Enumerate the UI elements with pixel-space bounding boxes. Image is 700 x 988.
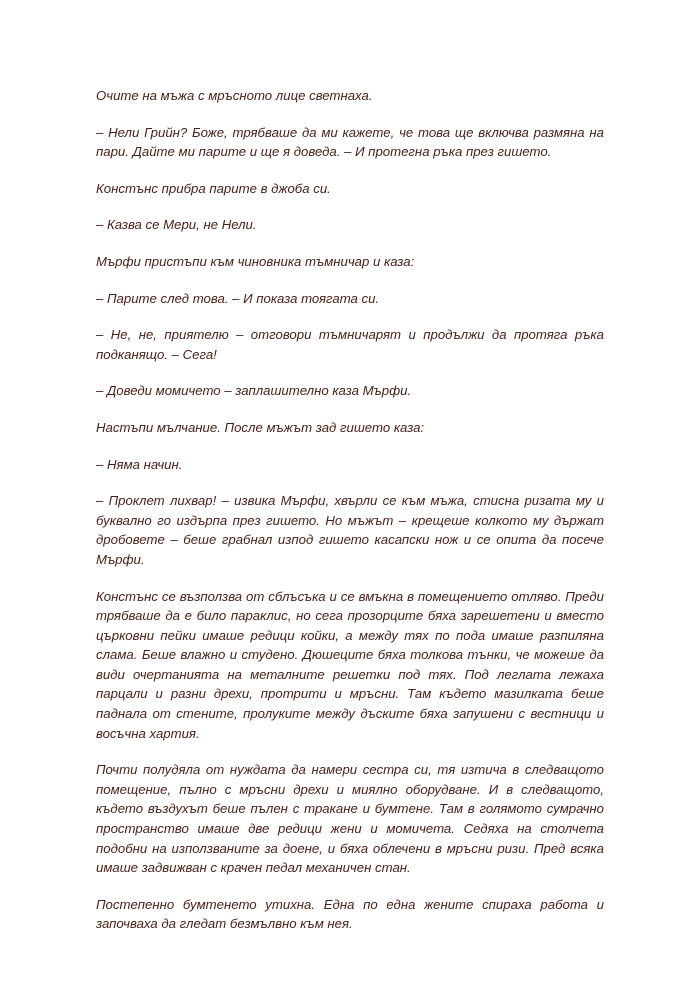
paragraph: Настъпи мълчание. После мъжът зад гишето каза: [96, 419, 425, 435]
paragraph: Констънс се възползва от сблъсъка и се вмъкна в помещението отляво. Преди трябваше да е било параклис, но сега прозорците бяха зарешетени и вместо църковни пейки имаше редици койки, а между тях по пода имаше разпиляна слама. Беше влажно и студено. Дюшеците бяха толкова тънки, че можеше да види очертанията на металните решетки под тях. Под леглата лежаха парцали и разни дрехи, протрити и мръсни. Там където мазилката беше паднала от стените, пролуките между дъските бяха запушени с вестници и восъчна хартия. [96, 588, 604, 741]
paragraph: – Няма начин. [96, 456, 183, 472]
paragraph: – Проклет лихвар! – извика Мърфи, хвърли се към мъжа, стисна ризата му и буквално го издърпа през гишето. Но мъжът – крещеше колкото му държат дробовете – беше грабнал изпод гишето касапски нож и се опита да посече Мърфи. [96, 493, 604, 567]
paragraph: – Не, не, приятелю – отговори тъмничарят и продължи да протяга ръка подканящо. – Сега! [96, 327, 604, 362]
paragraph: – Парите след това. – И показа тоягата си. [96, 290, 380, 306]
paragraph: Почти полудяла от нуждата да намери сестра си, тя изтича в следващото помещение, пълно с мръсни дрехи и миялно оборудване. И в следващото, където въздухът беше пълен с тракане и бумтене. Там в голямото сумрачно пространство имаше две редици жени и момичета. Седяха на столчета подобни на използваните за доене, и бяха облечени в мръсни ризи. Пред всяка имаше задвижван с крачен педал механичен стан. [96, 762, 604, 876]
paragraph: Постепенно бумтенето утихна. Една по една жените спираха работа и започваха да гледат безмълвно към нея. [96, 896, 604, 932]
paragraph: – Казва се Мери, не Нели. [96, 217, 257, 233]
paragraph: Очите на мъжа с мръсното лице светнаха. [96, 88, 373, 103]
paragraph: Констънс прибра парите в джоба си. [96, 180, 331, 196]
paragraph: – Доведи момичето – заплашително каза Мърфи. [96, 383, 412, 399]
paragraph: – Нели Грийн? Боже, трябваше да ми кажете, че това ще включва размяна на пари. Дайте ми парите и ще я доведа. – И протегна ръка през гишето. [96, 124, 604, 160]
paragraph: Мърфи пристъпи към чиновника тъмничар и каза: [96, 253, 415, 269]
